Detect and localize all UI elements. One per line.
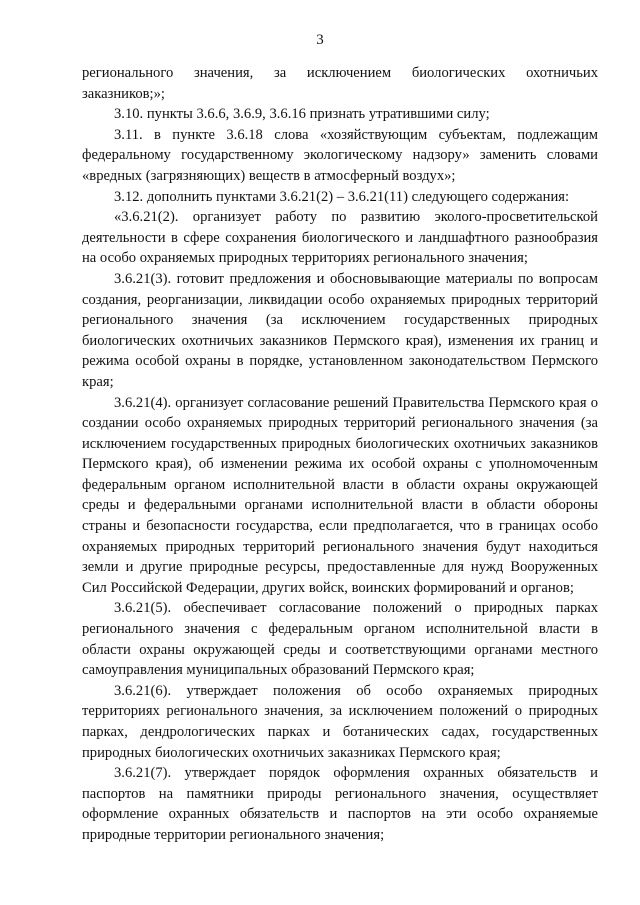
document-body — [82, 63, 598, 846]
paragraph: «3.6.21(2). организует работу по развитию эколого-просветительской деятельности в сфере сохранения биологического и ландшафтного разнообразия на особо охраняемых природных территориях регионального значения; — [82, 209, 598, 267]
paragraph: 3.11. в пункте 3.6.18 слова «хозяйствующим субъектам, подлежащим федеральному государственному экологическому надзору» заменить словами «вредных (загрязняющих) веществ в атмосферный воздух»; — [82, 126, 598, 184]
paragraph: 3.6.21(7). утверждает порядок оформления охранных обязательств и паспортов на памятники природы регионального значения, осуществляет оформление охранных обязательств и паспортов на эти особо охраняемые природные территории регионального значения; — [82, 765, 598, 843]
paragraph: 3.6.21(4). организует согласование решений Правительства Пермского края о создании особо охраняемых природных территорий регионального значения (за исключением государственных природных биологических охотничьих заказников Пермского края), об изменении режима их особой охраны с уполномоченным федеральным органом исполнительной власти в области охраны окружающей среды и федеральными органами исполнительной власти в области обороны страны и безопасности государства, если предполагается, что в границах особо охраняемых природных территорий регионального значения будут находиться земли и другие природные ресурсы, предоставленные для нужд Вооруженных Сил Российской Федерации, других войск, воинских формирований и органов; — [82, 394, 598, 596]
paragraph: 3.6.21(6). утверждает положения об особо охраняемых природных территориях регионального значения, за исключением положений о природных парках, дендрологических парках и ботанических садах, государственных природных биологических охотничьих заказниках Пермского края; — [82, 682, 598, 761]
paragraph: 3.12. дополнить пунктами 3.6.21(2) – 3.6.21(11) следующего содержания: — [114, 188, 570, 205]
paragraph: 3.10. пункты 3.6.6, 3.6.9, 3.6.16 признать утратившими силу; — [114, 106, 490, 123]
paragraph: 3.6.21(3). готовит предложения и обосновывающие материалы по вопросам создания, реорганизации, ликвидации особо охраняемых природных территорий регионального значения (за исключением государственных природных биологических охотничьих заказников Пермского края), изменения их границ и режима особой охраны в порядке, установленном законодательством Пермского края; — [82, 270, 598, 390]
paragraph: 3.6.21(5). обеспечивает согласование положений о природных парках регионального значения с федеральным органом исполнительной власти в области охраны окружающей среды и соответствующими органами местного самоуправления муниципальных образований Пермского края; — [82, 600, 598, 679]
page-number: 3 — [316, 32, 324, 48]
paragraph: регионального значения, за исключением биологических охотничьих заказников;»; — [82, 65, 598, 102]
